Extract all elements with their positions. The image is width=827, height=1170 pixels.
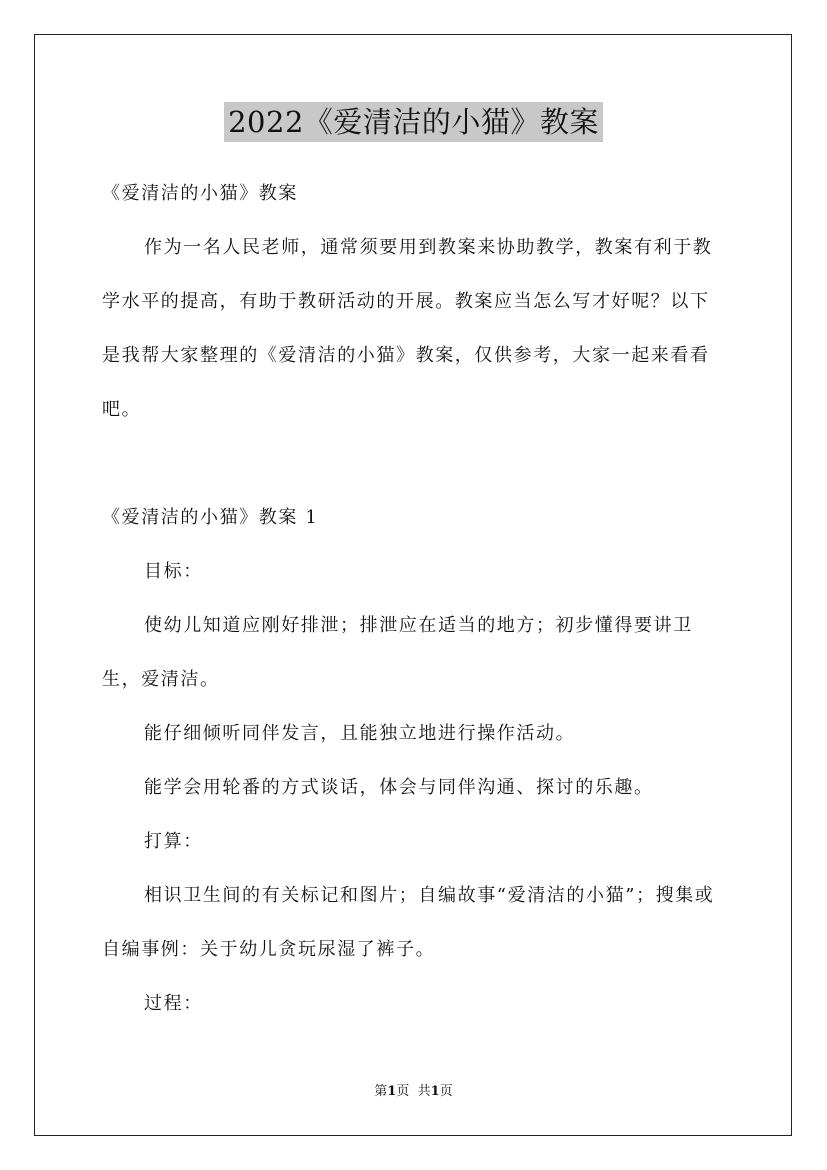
paragraph-goal-1: 使幼儿知道应刚好排泄；排泄应在适当的地方；初步懂得要讲卫生，爱清洁。 bbox=[102, 615, 693, 690]
paragraph-intro: 作为一名人民老师，通常须要用到教案来协助教学，教案有利于教学水平的提高，有助于教研活动的开展。教案应当怎么写才好呢？以下是我帮大家整理的《爱清洁的小猫》教案，仅供参考，大家一起来看看吧。 bbox=[102, 237, 713, 420]
paragraph-goal-label: 目标： bbox=[144, 561, 203, 582]
document-title: 2022《爱清洁的小猫》教案 bbox=[224, 102, 603, 142]
paragraph-subtitle: 《爱清洁的小猫》教案 bbox=[102, 183, 298, 204]
paragraph-goal-2: 能仔细倾听同伴发言，且能独立地进行操作活动。 bbox=[144, 723, 576, 744]
footer-page-suffix: 页 bbox=[396, 1084, 410, 1099]
footer-total-suffix: 页 bbox=[439, 1084, 453, 1099]
footer-page-number: 1 bbox=[387, 1084, 397, 1099]
title-container bbox=[0, 102, 827, 142]
paragraph-section-heading: 《爱清洁的小猫》教案 1 bbox=[102, 507, 319, 528]
footer-page-prefix: 第 bbox=[374, 1084, 388, 1099]
paragraph-prep-content: 相识卫生间的有关标记和图片；自编故事“爱清洁的小猫”；搜集或自编事例：关于幼儿贪玩尿湿了裤子。 bbox=[102, 885, 715, 960]
page-footer bbox=[0, 1083, 827, 1101]
paragraph-goal-3: 能学会用轮番的方式谈话，体会与同伴沟通、探讨的乐趣。 bbox=[144, 777, 654, 798]
paragraph-prep-label: 打算： bbox=[144, 831, 203, 852]
paragraph-process-label: 过程： bbox=[144, 993, 203, 1014]
footer-total-prefix: 共 bbox=[417, 1084, 431, 1099]
footer-total-number: 1 bbox=[430, 1084, 440, 1099]
